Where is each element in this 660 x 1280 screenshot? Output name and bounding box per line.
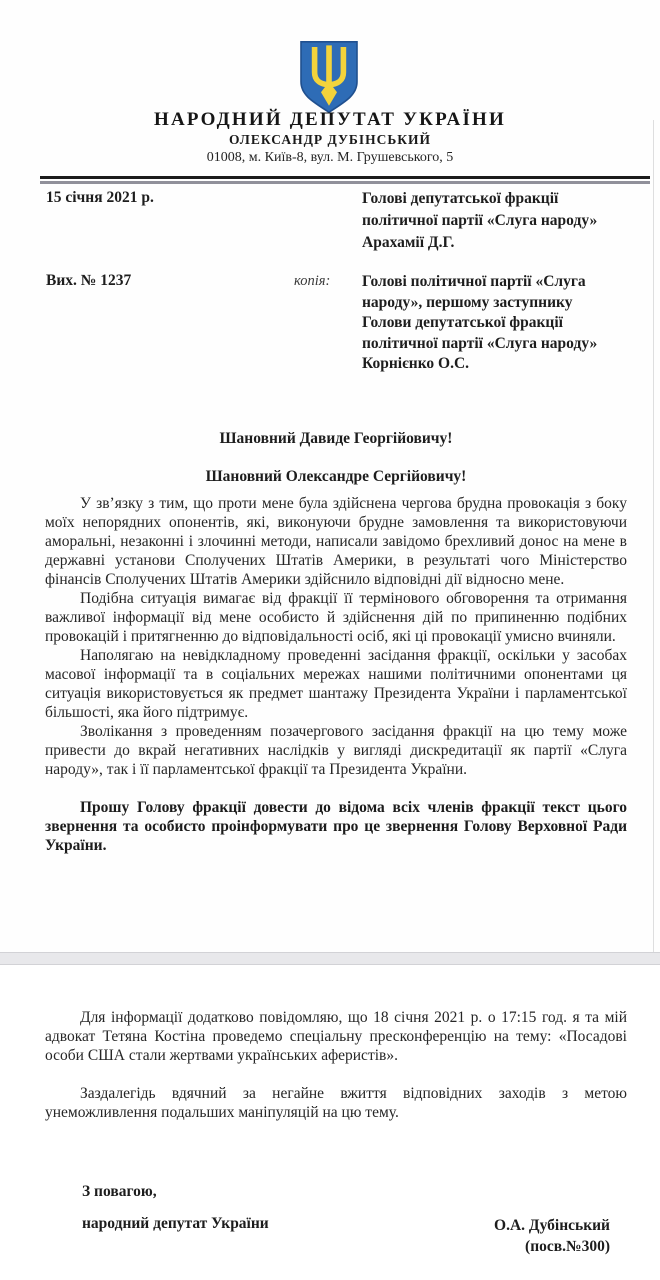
letter-body-page-2 — [45, 1008, 627, 1122]
signature-row — [82, 1215, 610, 1257]
paragraph-5-request: Прошу Голову фракції довести до відома всіх членів фракції текст цього звернення та особисто проінформувати про це звернення Голову Верховної Ради України. — [45, 799, 627, 854]
copy-recipient-line: політичної партії «Слуга народу» — [362, 334, 598, 352]
letter-date: 15 січня 2021 р. — [46, 189, 154, 206]
ukraine-coat-of-arms-icon — [297, 40, 361, 114]
salutation-1: Шановний Давиде Георгійовичу! — [219, 430, 453, 447]
paragraph-3: Наполягаю на невідкладному проведенні засідання фракції, оскільки у засобах масової інформації та в соціальних мережах нашими політичними опонентами ця ситуація використовується як предмет шантажу Президента України і парламентської більшості, яка його підтримує. — [45, 647, 627, 721]
closing-line: З повагою, — [82, 1183, 157, 1200]
signer-credential: (посв.№300) — [525, 1238, 610, 1255]
recipient-line: Голові депутатської фракції — [362, 190, 559, 207]
letter-body-page-1 — [45, 494, 627, 855]
outgoing-ref-number: Вих. № 1237 — [46, 272, 132, 289]
paragraph-6: Для інформації додатково повідомляю, що 18 січня 2021 р. о 17:15 год. я та мій адвокат Тетяна Костіна проведемо спеціальну пресконференцію на тему: «Посадові особи США стали жертвами українських аферистів». — [45, 1009, 627, 1064]
copy-recipient-block — [362, 272, 628, 375]
letterhead-address: 01008, м. Київ-8, вул. М. Грушевського, 5 — [206, 150, 454, 165]
copy-label: копія: — [294, 273, 331, 289]
paragraph-1: У зв’язку з тим, що проти мене була здійснена чергова брудна провокація з боку моїх непорядних опонентів, які, виконуючи брудне замовлення та використовуючи аморальні, незаконні і злочинні методи, написали завідомо брехливий донос на мене в державні установи Сполучених Штатів Америки, в результаті чого Міністерство фінансів Сполучених Штатів Америки здійснило відповідні дії відносно мене. — [45, 495, 627, 588]
copy-recipient-line: Голові політичної партії «Слуга — [362, 273, 586, 290]
salutation-2: Шановний Олександре Сергійовичу! — [205, 468, 467, 485]
signer-name-block — [494, 1215, 610, 1257]
signer-name: О.А. Дубінський — [494, 1217, 610, 1234]
copy-recipient-line: народу», першому заступнику — [362, 293, 573, 311]
paragraph-2: Подібна ситуація вимагає від фракції її термінового обговорення та отримання важливої інформації від мене особисто й здійснення дій по припиненню подібних провокацій і притягненню до відповідальності осіб, які ці провокації умисно вчиняли. — [45, 590, 627, 645]
letterhead-title: НАРОДНИЙ ДЕПУТАТ УКРАЇНИ — [153, 109, 507, 130]
paragraph-4: Зволікання з проведенням позачергового засідання фракції на цю тему може привести до вкрай негативних наслідків у вигляді дискредитації як партії «Слуга народу», так і її парламентської фракції та Президента України. — [45, 723, 627, 778]
letterhead-divider — [40, 176, 650, 179]
signer-position: народний депутат України — [82, 1215, 269, 1232]
letterhead-deputy-name: ОЛЕКСАНДР ДУБІНСЬКИЙ — [228, 132, 432, 147]
copy-recipient-line: Голови депутатської фракції — [362, 314, 563, 331]
page-scan-edge-right — [653, 120, 654, 952]
copy-recipient-line: Корнієнко О.С. — [362, 355, 470, 372]
page-separator — [0, 952, 660, 965]
recipient-line: політичної партії «Слуга народу» — [362, 212, 598, 229]
paragraph-7: Заздалегідь вдячний за негайне вжиття відповідних заходів з метою унеможливлення подальших маніпуляцій на цю тему. — [45, 1085, 627, 1121]
recipient-line: Арахамії Д.Г. — [362, 234, 455, 251]
recipient-block — [362, 188, 628, 254]
